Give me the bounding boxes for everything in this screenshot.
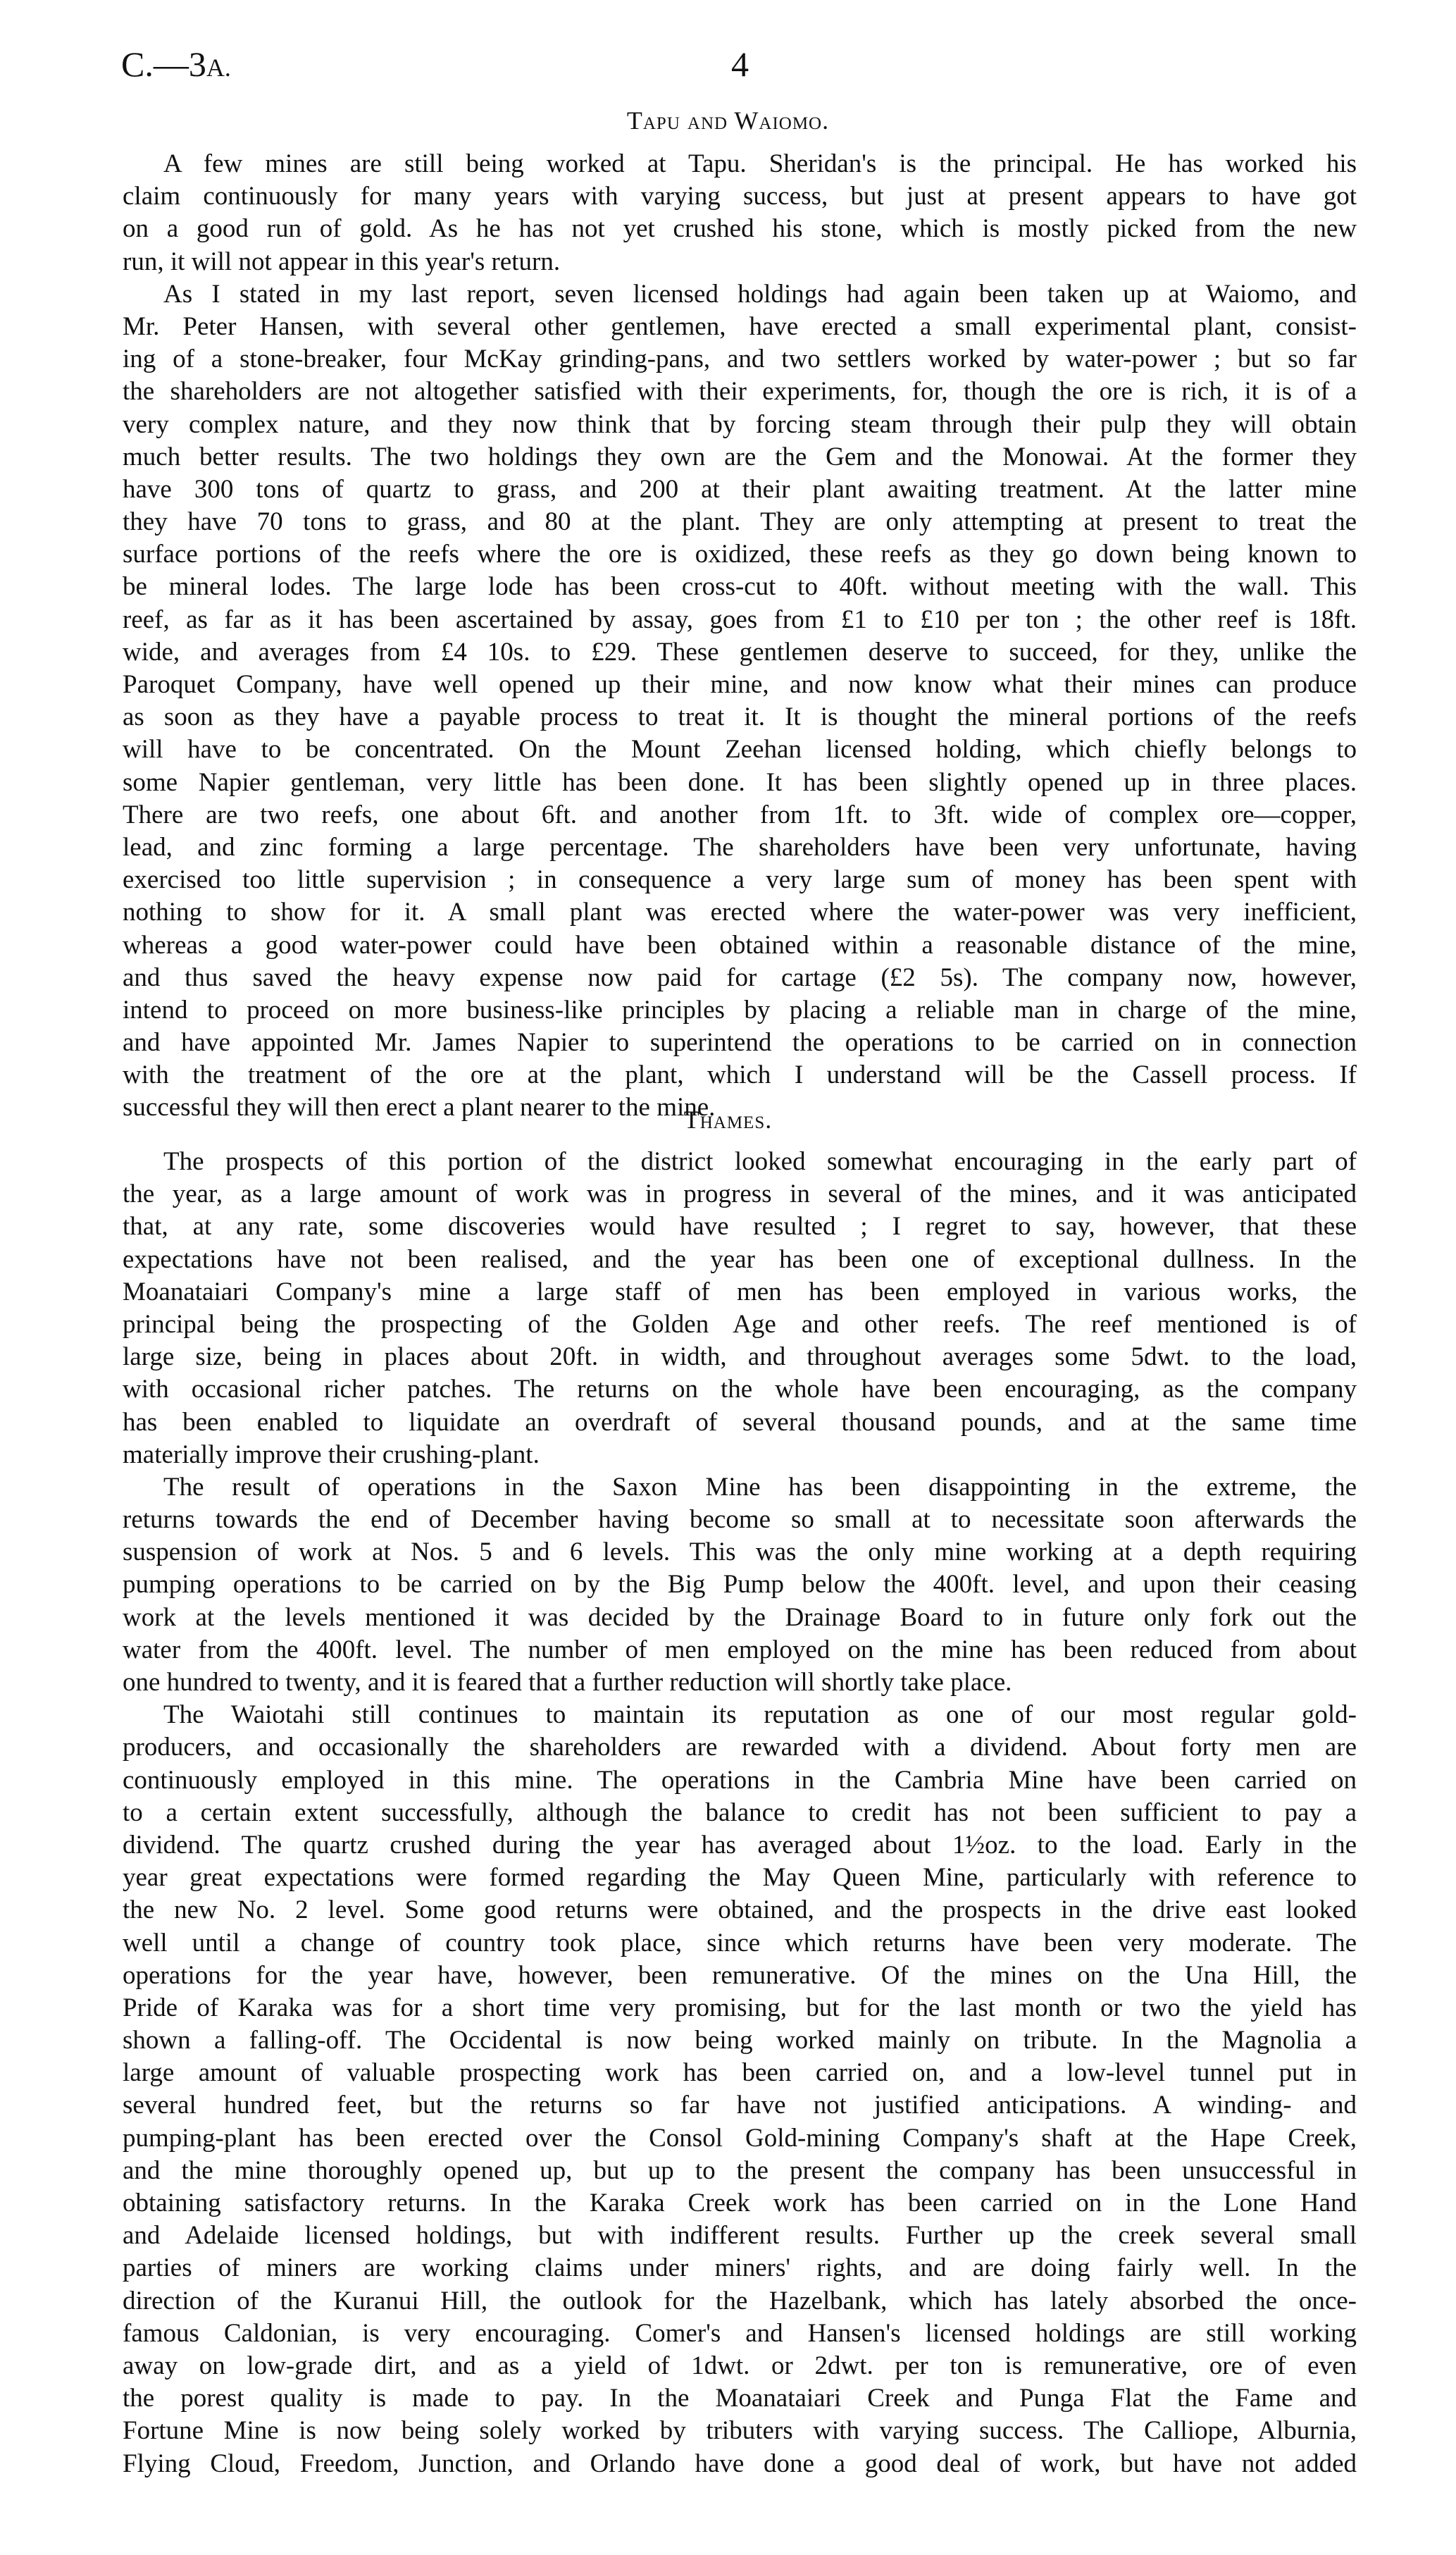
text-line: direction of the Kuranui Hill, the outlook for the Hazelbank, which has lately absorbed the once-: [123, 2286, 1357, 2315]
text-line: away on low-grade dirt, and as a yield of 1dwt. or 2dwt. per ton is remunerative, ore of even: [123, 2351, 1357, 2380]
text-line: and Adelaide licensed holdings, but with indifferent results. Further up the creek several small: [123, 2221, 1357, 2251]
text-line: be mineral lodes. The large lode has been cross-cut to 40ft. without meeting with the wall. This: [123, 572, 1357, 602]
text-line: reef, as far as it has been ascertained by assay, goes from £1 to £10 per ton ; the other reef is 18ft.: [123, 605, 1357, 634]
section-body-thames: [123, 1146, 1357, 2480]
text-line: with occasional richer patches. The returns on the whole have been encouraging, as the company: [123, 1375, 1357, 1404]
text-line: expectations have not been realised, and the year has been one of exceptional dullness. In the: [123, 1244, 1357, 1274]
text-line: year great expectations were formed regarding the May Queen Mine, particularly with reference to: [123, 1863, 1357, 1893]
text-line: the shareholders are not altogether satisfied with their experiments, for, though the ore is rich, it is of a: [123, 377, 1357, 407]
text-line: parties of miners are working claims under miners' rights, and are doing fairly well. In the: [123, 2253, 1357, 2283]
document-code-main: C.—3: [121, 44, 206, 84]
text-line: exercised too little supervision ; in consequence a very large sum of money has been spent with: [123, 865, 1357, 895]
text-line: There are two reefs, one about 6ft. and another from 1ft. to 3ft. wide of complex ore—copper,: [123, 800, 1357, 829]
text-line: continuously employed in this mine. The operations in the Cambria Mine have been carried on: [123, 1765, 1357, 1795]
text-line: to a certain extent successfully, although the balance to credit has not been sufficient to pay a: [123, 1798, 1357, 1827]
paragraph: [123, 1146, 1357, 1471]
text-line: pumping-plant has been erected over the Consol Gold-mining Company's shaft at the Hape Creek,: [123, 2123, 1357, 2153]
text-line: some Napier gentleman, very little has been done. It has been slightly opened up in three places.: [123, 767, 1357, 797]
section-body-tapu-waiomo: [123, 148, 1357, 1125]
text-line: and have appointed Mr. James Napier to superintend the operations to be carried on in connection: [123, 1028, 1357, 1058]
text-line: Moanataiari Company's mine a large staff of men has been employed in various works, the: [123, 1277, 1357, 1306]
document-code: [121, 44, 231, 85]
text-line: famous Caldonian, is very encouraging. Comer's and Hansen's licensed holdings are still working: [123, 2318, 1357, 2348]
text-line: and thus saved the heavy expense now paid for cartage (£2 5s). The company now, however,: [123, 963, 1357, 992]
text-line: intend to proceed on more business-like principles by placing a reliable man in charge of the mine,: [123, 995, 1357, 1025]
text-line: the year, as a large amount of work was in progress in several of the mines, and it was anticipated: [123, 1180, 1357, 1209]
document-code-suffix: A.: [206, 54, 231, 82]
paragraph: [123, 1471, 1357, 1699]
text-line: will have to be concentrated. On the Mount Zeehan licensed holding, which chiefly belongs to: [123, 735, 1357, 765]
text-line: suspension of work at Nos. 5 and 6 levels. This was the only mine working at a depth requiring: [123, 1538, 1357, 1567]
text-line: producers, and occasionally the shareholders are rewarded with a dividend. About forty men are: [123, 1733, 1357, 1762]
text-line: the porest quality is made to pay. In the Moanataiari Creek and Punga Flat the Fame and: [123, 2384, 1357, 2413]
text-line: materially improve their crushing-plant.: [123, 1440, 540, 1469]
text-line: on a good run of gold. As he has not yet crushed his stone, which is mostly picked from the new: [123, 214, 1357, 244]
paragraph: [123, 278, 1357, 1125]
text-line: dividend. The quartz crushed during the year has averaged about 1½oz. to the load. Early in the: [123, 1830, 1357, 1860]
text-line: and the mine thoroughly opened up, but up to the present the company has been unsuccessful in: [123, 2155, 1357, 2185]
text-line: ing of a stone-breaker, four McKay grinding-pans, and two settlers worked by water-power ; but so far: [123, 345, 1357, 374]
text-line: claim continuously for many years with varying success, but just at present appears to have got: [123, 182, 1357, 211]
text-line: operations for the year have, however, been remunerative. Of the mines on the Una Hill, the: [123, 1960, 1357, 1990]
text-line: shown a falling-off. The Occidental is now being worked mainly on tribute. In the Magnolia a: [123, 2026, 1357, 2055]
paragraph: [123, 148, 1357, 278]
text-line: Paroquet Company, have well opened up their mine, and now know what their mines can produce: [123, 670, 1357, 699]
text-line: they have 70 tons to grass, and 80 at the plant. They are only attempting at present to treat the: [123, 507, 1357, 537]
text-line: The prospects of this portion of the district looked somewhat encouraging in the early part of: [163, 1147, 1357, 1176]
text-line: Pride of Karaka was for a short time very promising, but for the last month or two the yield has: [123, 1993, 1357, 2022]
text-line: the new No. 2 level. Some good returns were obtained, and the prospects in the drive east looked: [123, 1895, 1357, 1925]
text-line: work at the levels mentioned it was decided by the Drainage Board to in future only fork out the: [123, 1602, 1357, 1632]
text-line: surface portions of the reefs where the ore is oxidized, these reefs as they go down being known to: [123, 540, 1357, 569]
text-line: several hundred feet, but the returns so far have not justified anticipations. A winding- and: [123, 2091, 1357, 2120]
text-line: The result of operations in the Saxon Mine has been disappointing in the extreme, the: [163, 1472, 1357, 1502]
text-line: nothing to show for it. A small plant was erected where the water-power was very inefficient,: [123, 898, 1357, 927]
text-line: very complex nature, and they now think that by forcing steam through their pulp they will obtain: [123, 409, 1357, 439]
text-line: much better results. The two holdings they own are the Gem and the Monowai. At the former they: [123, 442, 1357, 471]
text-line: whereas a good water-power could have been obtained within a reasonable distance of the mine,: [123, 930, 1357, 960]
text-line: that, at any rate, some discoveries would have resulted ; I regret to say, however, that these: [123, 1212, 1357, 1242]
page-number: 4: [731, 44, 749, 84]
text-line: with the treatment of the ore at the plant, which I understand will be the Cassell process. If: [123, 1060, 1357, 1090]
text-line: principal being the prospecting of the Golden Age and other reefs. The reef mentioned is of: [123, 1309, 1357, 1339]
section-heading-thames: Thames.: [683, 1106, 773, 1134]
text-line: as soon as they have a payable process to treat it. It is thought the mineral portions of the reefs: [123, 703, 1357, 732]
text-line: returns towards the end of December having become so small at to necessitate soon afterwards the: [123, 1505, 1357, 1535]
text-line: A few mines are still being worked at Tapu. Sheridan's is the principal. He has worked his: [163, 149, 1357, 178]
text-line: well until a change of country took place, since which returns have been very moderate. The: [123, 1928, 1357, 1957]
text-line: water from the 400ft. level. The number of men employed on the mine has been reduced from about: [123, 1635, 1357, 1664]
paragraph: [123, 1699, 1357, 2480]
text-line: large size, being in places about 20ft. in width, and throughout averages some 5dwt. to the load,: [123, 1342, 1357, 1372]
text-line: The Waiotahi still continues to maintain its reputation as one of our most regular gold-: [163, 1700, 1357, 1730]
text-line: run, it will not appear in this year's return.: [123, 247, 561, 276]
section-heading-tapu-waiomo: Tapu and Waiomo.: [626, 106, 830, 135]
text-line: has been enabled to liquidate an overdraft of several thousand pounds, and at the same time: [123, 1407, 1357, 1437]
text-line: successful they will then erect a plant nearer to the mine.: [123, 1093, 716, 1122]
text-line: Flying Cloud, Freedom, Junction, and Orlando have done a good deal of work, but have not added: [123, 2449, 1357, 2478]
text-line: As I stated in my last report, seven licensed holdings had again been taken up at Waiomo, and: [163, 279, 1357, 309]
text-line: large amount of valuable prospecting work has been carried on, and a low-level tunnel put in: [123, 2058, 1357, 2088]
text-line: obtaining satisfactory returns. In the Karaka Creek work has been carried on in the Lone Hand: [123, 2189, 1357, 2217]
text-line: one hundred to twenty, and it is feared that a further reduction will shortly take place.: [123, 1668, 1012, 1697]
text-line: Mr. Peter Hansen, with several other gentlemen, have erected a small experimental plant, consist-: [123, 311, 1357, 341]
text-line: pumping operations to be carried on by the Big Pump below the 400ft. level, and upon their ceasing: [123, 1570, 1357, 1600]
text-line: wide, and averages from £4 10s. to £29. These gentlemen deserve to succeed, for they, unlike the: [123, 637, 1357, 667]
text-line: lead, and zinc forming a large percentage. The shareholders have been very unfortunate, having: [123, 832, 1357, 862]
text-line: Fortune Mine is now being solely worked by tributers with varying success. The Calliope, Alburnia,: [123, 2416, 1357, 2446]
text-line: have 300 tons of quartz to grass, and 200 at their plant awaiting treatment. At the latter mine: [123, 474, 1357, 504]
